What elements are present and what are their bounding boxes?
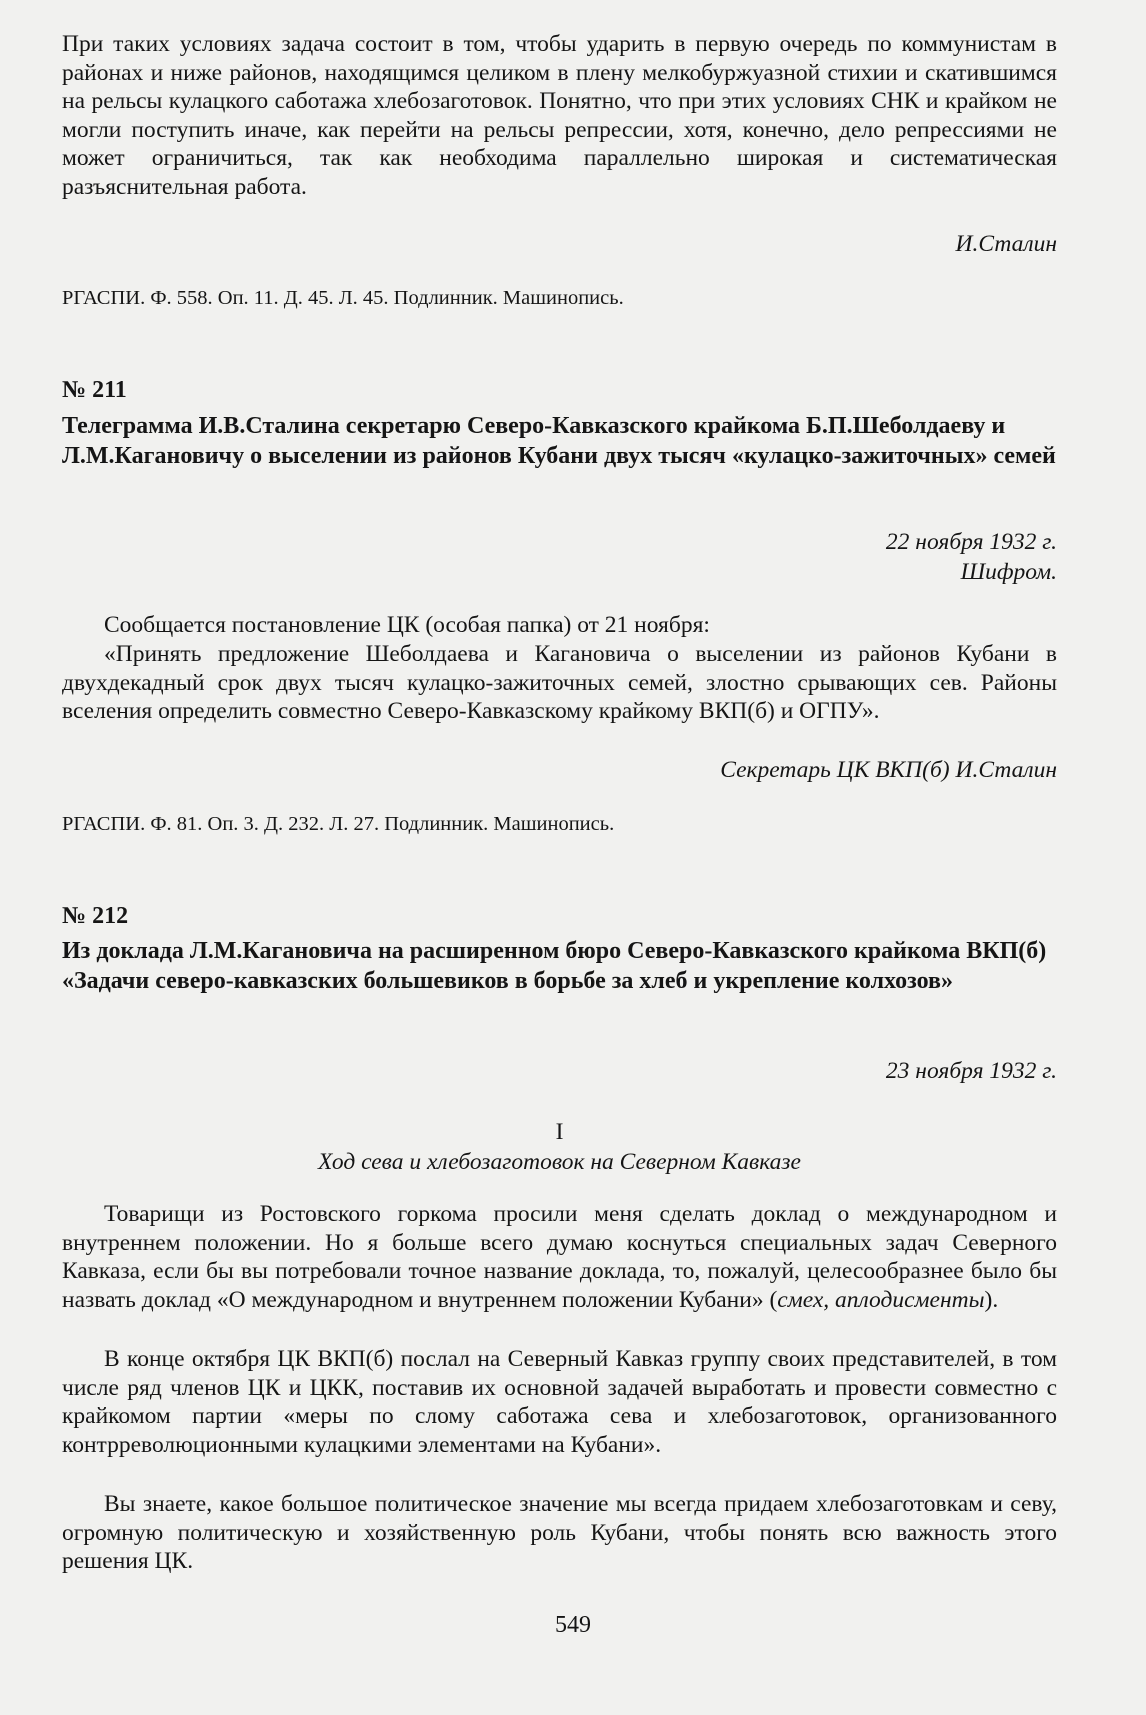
doc212-para1-text: Товарищи из Ростовского горкома просили меня сделать доклад о международном и внутреннем положении. Но я больше всего думаю коснуться специальных задач Северного Кавказа, если бы вы потребовали точное название доклада, то, пожалуй, целесообразнее было бы назвать доклад «О международном и внутреннем положении Кубани» ( [62, 1201, 1057, 1313]
doc211-note: Шифром. [960, 559, 1057, 585]
doc212-date: 23 ноября 1932 г. [885, 1058, 1057, 1084]
doc212-title: Из доклада Л.М.Кагановича на расширенном бюро Северо-Кавказского крайкома ВКП(б) «Задачи северо-кавказских большевиков в борьбе за хлеб и укрепление колхозов» [62, 938, 1047, 994]
doc212-section-number: I [555, 1119, 564, 1145]
doc212-para1 [62, 1200, 1057, 1314]
doc212-para1-remark: смех, аплодисменты [777, 1286, 985, 1313]
top-paragraph: При таких условиях задача состоит в том, чтобы ударить в первую очередь по коммунистам в районах и ниже районов, находящимся целиком в плену мелкобуржуазной стихии и скатившимся на рельсы кулацкого саботажа хлебозаготовок. Понятно, что при этих условиях СНК и крайком не могли поступить иначе, как перейти на рельсы репрессии, хотя, конечно, дело репрессиями не может ограничиться, так как необходима параллельно широкая и систематическая разъяснительная работа. [62, 31, 1057, 200]
doc211-number: № 211 [62, 377, 127, 403]
doc211-para1: Сообщается постановление ЦК (особая папка) от 21 ноября: [104, 612, 710, 638]
page-number: 549 [555, 1612, 591, 1638]
doc211-signature: Секретарь ЦК ВКП(б) И.Сталин [720, 757, 1057, 783]
doc211-para2: «Принять предложение Шеболдаева и Кагановича о выселении из районов Кубани в двухдекадный срок двух тысяч кулацко-зажиточных семей, злостно срывающих сев. Районы вселения определить совместно Северо-Кавказскому крайкому ВКП(б) и ОГПУ». [62, 641, 1057, 725]
doc212-number: № 212 [62, 903, 129, 929]
top-signature: И.Сталин [955, 231, 1057, 257]
doc212-para1-end: ). [984, 1286, 999, 1313]
top-source: РГАСПИ. Ф. 558. Оп. 11. Д. 45. Л. 45. Подлинник. Машинопись. [62, 287, 624, 309]
doc212-section-title: Ход сева и хлебозаготовок на Северном Кавказе [318, 1149, 801, 1175]
doc211-title: Телеграмма И.В.Сталина секретарю Северо-Кавказского крайкома Б.П.Шеболдаеву и Л.М.Кагановичу о выселении из районов Кубани двух тысяч «кулацко-зажиточных» семей [62, 413, 1056, 469]
doc211-source: РГАСПИ. Ф. 81. Оп. 3. Д. 232. Л. 27. Подлинник. Машинопись. [62, 813, 615, 835]
doc212-para3: Вы знаете, какое большое политическое значение мы всегда придаем хлебозаготовкам и севу, огромную политическую и хозяйственную роль Кубани, чтобы понять всю важность этого решения ЦК. [62, 1491, 1057, 1575]
doc211-date: 22 ноября 1932 г. [885, 529, 1057, 555]
doc212-para2: В конце октября ЦК ВКП(б) послал на Северный Кавказ группу своих представителей, в том числе ряд членов ЦК и ЦКК, поставив их основной задачей выработать и провести совместно с крайкомом партии «меры по слому саботажа сева и хлебозаготовок, организованного контрреволюционными кулацкими элементами на Кубани». [62, 1346, 1057, 1458]
